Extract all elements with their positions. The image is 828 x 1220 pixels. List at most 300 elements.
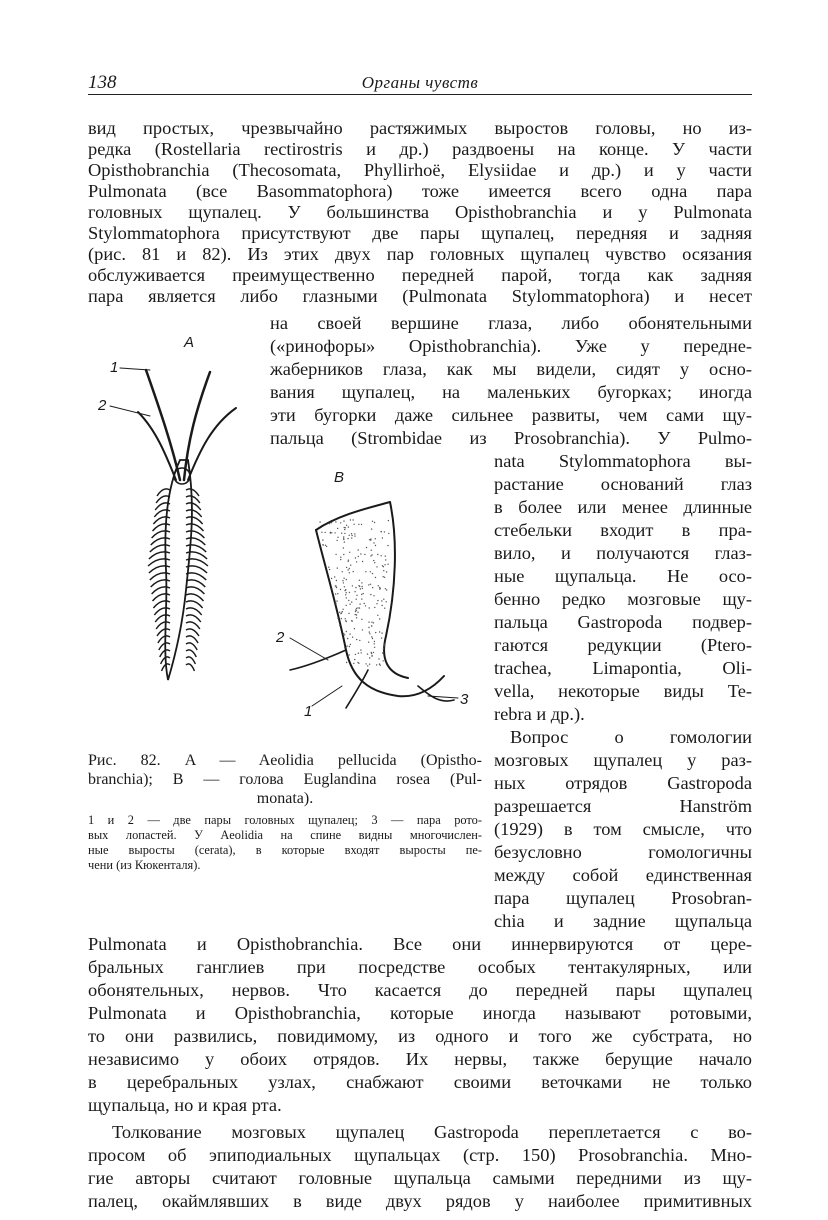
note-line: чени (из Кюкенталя). [88, 858, 201, 872]
stipple-dot [353, 524, 354, 525]
text-line: Pulmonata (все Basommatophora) тоже имеется всего одна пара [88, 181, 752, 201]
stipple-dot [360, 588, 361, 589]
stipple-dot [372, 521, 373, 522]
text-line: обслуживается преимущественно передней парой, тогда как задняя [88, 265, 752, 285]
caption-line: branchia); B — голова Euglandina rosea (Pul- [88, 771, 482, 788]
stipple-dot [385, 555, 386, 556]
stipple-dot [370, 571, 371, 572]
stipple-dot [369, 607, 370, 608]
stipple-dot [355, 614, 356, 615]
text-line: просом об эпиподиальных щупальцах (стр. 150) Prosobranchia. Мно- [88, 1145, 752, 1165]
stipple-dot [387, 545, 388, 546]
stipple-dot [346, 592, 347, 593]
stipple-dot [364, 603, 365, 604]
figure-a-letter: A [184, 334, 195, 351]
stipple-dot [384, 646, 385, 647]
caption-line: Рис. 82. A — Aeolidia pellucida (Opistho- [88, 752, 482, 769]
ceras-stroke [186, 601, 203, 608]
stipple-dot [381, 555, 382, 556]
figure-b-label-2: 2 [276, 629, 285, 646]
stipple-dot [347, 538, 348, 539]
stipple-dot [377, 600, 378, 601]
stipple-dot [342, 571, 343, 572]
stipple-dot [370, 555, 371, 556]
ceras-stroke [157, 489, 170, 496]
stipple-dot [355, 609, 356, 610]
stipple-dot [331, 522, 332, 523]
stipple-dot [378, 658, 379, 659]
text-line: обонятельных, нервов. Что касается до передней пары щупалец [88, 980, 752, 1000]
stipple-dot [372, 655, 373, 656]
stipple-dot [388, 520, 389, 521]
text-line: пальца (Strombidae из Prosobranchia). У Pulmo- [270, 428, 752, 448]
stipple-dot [371, 554, 372, 555]
stipple-dot [358, 549, 359, 550]
ceras-stroke [148, 559, 170, 566]
stipple-dot [358, 653, 359, 654]
stipple-dot [334, 532, 335, 533]
ceras-stroke [186, 538, 205, 545]
stipple-dot [355, 557, 356, 558]
ceras-stroke [153, 517, 170, 524]
text-line: в церебральных узлах, снабжают своими веточками не только [88, 1072, 752, 1092]
stipple-dot [351, 533, 352, 534]
text-line: («ринофоры» Opisthobranchia). Уже у передне- [270, 336, 752, 356]
stipple-dot [385, 588, 386, 589]
ceras-stroke [186, 664, 195, 671]
stipple-dot [344, 634, 345, 635]
stipple-dot [381, 600, 382, 601]
stipple-dot [354, 591, 355, 592]
text-line: то они развились, повидимому, из одного и того же субстрата, но [88, 1026, 752, 1046]
text-line: chia и задние щупальца [494, 911, 752, 931]
ceras-stroke [153, 601, 170, 608]
stipple-dot [349, 568, 350, 569]
stipple-dot [371, 622, 372, 623]
stipple-dot [335, 593, 336, 594]
stipple-dot [349, 552, 350, 553]
stipple-dot [353, 571, 354, 572]
stipple-dot [371, 653, 372, 654]
stipple-dot [365, 605, 366, 606]
stipple-dot [336, 600, 337, 601]
stipple-dot [334, 576, 335, 577]
stipple-dot [340, 559, 341, 560]
stipple-dot [349, 572, 350, 573]
text-line: вило, и получаются глаз- [494, 543, 752, 563]
ceras-stroke [156, 622, 170, 629]
stipple-dot [361, 586, 362, 587]
stipple-dot [331, 588, 332, 589]
stipple-dot [355, 587, 356, 588]
stipple-dot [349, 646, 350, 647]
stipple-dot [350, 519, 351, 520]
text-line: Толкование мозговых щупалец Gastropoda переплетается с во- [112, 1122, 752, 1142]
stipple-dot [357, 662, 358, 663]
stipple-dot [371, 652, 372, 653]
stipple-dot [388, 533, 389, 534]
stipple-dot [350, 644, 351, 645]
stipple-dot [337, 618, 338, 619]
ceras-stroke [186, 629, 199, 636]
ceras-stroke [152, 531, 170, 538]
stipple-dot [329, 523, 330, 524]
stipple-dot [345, 527, 346, 528]
stipple-dot [357, 607, 358, 608]
stipple-dot [343, 547, 344, 548]
stipple-dot [356, 595, 357, 596]
stipple-dot [374, 641, 375, 642]
stipple-dot [319, 521, 320, 522]
figure-b-letter: B [334, 469, 345, 486]
stipple-dot [379, 587, 380, 588]
stipple-dot [361, 524, 362, 525]
text-line: Stylommatophora присутствуют две пары щупалец, передняя и задняя [88, 223, 752, 243]
stipple-dot [366, 547, 367, 548]
stipple-dot [336, 587, 337, 588]
text-line: гаются редукции (Ptero- [494, 635, 752, 655]
stipple-dot [359, 607, 360, 608]
stipple-dot [348, 560, 349, 561]
stipple-dot [321, 532, 322, 533]
stipple-dot [380, 665, 381, 666]
stipple-dot [337, 593, 338, 594]
text-line: жаберников глаза, как мы видели, сидят у осно- [270, 359, 752, 379]
stipple-dot [346, 605, 347, 606]
text-line: trachea, Limapontia, Oli- [494, 658, 752, 678]
stipple-dot [365, 663, 366, 664]
ceras-stroke [186, 636, 198, 643]
stipple-dot [339, 612, 340, 613]
ceras-stroke [158, 636, 170, 643]
ceras-stroke [186, 615, 201, 622]
stipple-dot [352, 620, 353, 621]
stipple-dot [346, 621, 347, 622]
stipple-dot [371, 636, 372, 637]
stipple-dot [347, 638, 348, 639]
stipple-dot [330, 532, 331, 533]
stipple-dot [374, 607, 375, 608]
stipple-dot [346, 597, 347, 598]
stipple-dot [343, 633, 344, 634]
stipple-dot [362, 561, 363, 562]
stipple-dot [371, 550, 372, 551]
stipple-dot [378, 585, 379, 586]
stipple-dot [354, 533, 355, 534]
stipple-dot [351, 535, 352, 536]
stipple-dot [343, 536, 344, 537]
stipple-dot [379, 618, 380, 619]
stipple-dot [356, 608, 357, 609]
stipple-dot [343, 538, 344, 539]
stipple-dot [351, 537, 352, 538]
stipple-dot [337, 567, 338, 568]
stipple-dot [347, 569, 348, 570]
ceras-stroke [154, 608, 170, 615]
stipple-dot [346, 662, 347, 663]
text-line: nata Stylommatophora вы- [494, 451, 752, 471]
text-line: Вопрос о гомологии [510, 727, 752, 747]
stipple-dot [346, 525, 347, 526]
stipple-dot [350, 565, 351, 566]
stipple-dot [374, 522, 375, 523]
stipple-dot [375, 545, 376, 546]
text-line: пара щупалец Prosobran- [494, 888, 752, 908]
stipple-dot [370, 594, 371, 595]
figure-a-label-2: 2 [98, 397, 107, 414]
text-line: Pulmonata и Opisthobranchia. Все они иннервируются от цере- [88, 934, 752, 954]
stipple-dot [337, 537, 338, 538]
running-title: Органы чувств [361, 73, 479, 92]
text-line: безусловно гомологичны [494, 842, 752, 862]
stipple-dot [335, 521, 336, 522]
text-line: бенно редко мозговые щу- [494, 589, 752, 609]
stipple-dot [356, 614, 357, 615]
ceras-stroke [186, 524, 204, 531]
stipple-dot [341, 533, 342, 534]
stipple-dot [365, 571, 366, 572]
stipple-dot [384, 531, 385, 532]
stipple-dot [358, 556, 359, 557]
text-line: ные щупальца. Не осо- [494, 566, 752, 586]
stipple-dot [371, 528, 372, 529]
text-line: Pulmonata и Opisthobranchia, которые иногда называют ротовыми, [88, 1003, 752, 1023]
stipple-dot [322, 539, 323, 540]
ceras-stroke [186, 517, 203, 524]
stipple-dot [343, 578, 344, 579]
stipple-dot [335, 586, 336, 587]
stipple-dot [331, 578, 332, 579]
stipple-dot [345, 589, 346, 590]
stipple-dot [374, 643, 375, 644]
text-line: гие авторы считают головные щупальца самыми передними из щу- [88, 1168, 752, 1188]
stipple-dot [341, 612, 342, 613]
stipple-dot [386, 571, 387, 572]
stipple-dot [379, 631, 380, 632]
stipple-dot [325, 545, 326, 546]
stipple-dot [384, 608, 385, 609]
text-line: vella, некоторые виды Te- [494, 681, 752, 701]
stipple-dot [326, 546, 327, 547]
text-line: палец, окаймлявших в виде двух рядов у наиболее примитивных [88, 1191, 752, 1211]
stipple-dot [374, 562, 375, 563]
ceras-stroke [186, 496, 200, 503]
text-line: (1929) в том смысле, что [494, 819, 752, 839]
stipple-dot [346, 579, 347, 580]
stipple-dot [384, 564, 385, 565]
stipple-dot [361, 619, 362, 620]
stipple-dot [382, 537, 383, 538]
stipple-dot [360, 553, 361, 554]
text-line: ных отрядов Gastropoda [494, 773, 752, 793]
text-line: между собой единственная [494, 865, 752, 885]
stipple-dot [359, 603, 360, 604]
stipple-dot [340, 522, 341, 523]
stipple-dot [352, 585, 353, 586]
stipple-dot [359, 580, 360, 581]
text-line: вания щупалец, на маленьких бугорках; иногда [270, 382, 752, 402]
stipple-dot [371, 625, 372, 626]
stipple-dot [349, 654, 350, 655]
stipple-dot [343, 539, 344, 540]
stipple-dot [337, 528, 338, 529]
ceras-stroke [186, 573, 206, 580]
stipple-dot [343, 582, 344, 583]
stipple-dot [355, 654, 356, 655]
stipple-dot [373, 560, 374, 561]
stipple-dot [340, 589, 341, 590]
ceras-stroke [155, 615, 170, 622]
stipple-dot [348, 526, 349, 527]
stipple-dot [384, 577, 385, 578]
stipple-dot [344, 529, 345, 530]
stipple-dot [354, 535, 355, 536]
stipple-dot [383, 566, 384, 567]
stipple-dot [383, 660, 384, 661]
text-line: редка (Rostellaria rectirostris и др.) раздвоены на конце. У части [88, 139, 752, 159]
ceras-stroke [151, 538, 170, 545]
stipple-dot [368, 627, 369, 628]
ceras-stroke [153, 594, 171, 601]
stipple-dot [328, 567, 329, 568]
stipple-dot [362, 629, 363, 630]
stipple-dot [369, 633, 370, 634]
stipple-dot [346, 567, 347, 568]
stipple-dot [346, 631, 347, 632]
stipple-dot [342, 611, 343, 612]
ceras-stroke [149, 552, 170, 559]
stipple-dot [356, 617, 357, 618]
stipple-dot [369, 539, 370, 540]
text-line: пальца Gastropoda подвер- [494, 612, 752, 632]
stipple-dot [358, 585, 359, 586]
ceras-stroke [186, 587, 204, 594]
ceras-stroke [186, 594, 204, 601]
stipple-dot [360, 649, 361, 650]
stipple-dot [370, 584, 371, 585]
stipple-dot [373, 542, 374, 543]
stipple-dot [346, 645, 347, 646]
ceras-stroke [186, 503, 201, 510]
stipple-dot [358, 524, 359, 525]
stipple-dot [348, 561, 349, 562]
stipple-dot [368, 584, 369, 585]
stipple-dot [373, 595, 374, 596]
figure-a-aeolidia [88, 330, 268, 700]
stipple-dot [348, 613, 349, 614]
stipple-dot [375, 538, 376, 539]
stipple-dot [355, 611, 356, 612]
stipple-dot [381, 605, 382, 606]
text-line: мозговых щупалец у раз- [494, 750, 752, 770]
stipple-dot [325, 532, 326, 533]
ceras-stroke [186, 657, 195, 664]
text-line: вид простых, чрезвычайно растяжимых выростов головы, но из- [88, 118, 752, 138]
stipple-dot [386, 601, 387, 602]
stipple-dot [368, 621, 369, 622]
ceras-stroke [186, 608, 202, 615]
stipple-dot [363, 593, 364, 594]
stipple-dot [361, 598, 362, 599]
stipple-dot [356, 561, 357, 562]
ceras-stroke [157, 629, 170, 636]
stipple-dot [356, 639, 357, 640]
stipple-dot [354, 659, 355, 660]
ceras-stroke [186, 643, 197, 650]
stipple-dot [373, 622, 374, 623]
stipple-dot [345, 594, 346, 595]
stipple-dot [368, 642, 369, 643]
text-line: пара является либо глазными (Pulmonata Stylommatophora) и несет [88, 286, 752, 306]
text-line: независимо у обоих отрядов. Их нервы, также берущие начало [88, 1049, 752, 1069]
stipple-dot [361, 594, 362, 595]
ceras-stroke [186, 622, 200, 629]
text-line: (рис. 81 и 82). Из этих двух пар головных щупалец чувство осязания [88, 244, 752, 264]
stipple-dot [344, 586, 345, 587]
note-line: 1 и 2 — две пары головных щупалец; 3 — пара рото- [88, 813, 482, 827]
stipple-dot [361, 652, 362, 653]
stipple-dot [383, 648, 384, 649]
ceras-stroke [186, 531, 204, 538]
text-line: головных щупалец. У большинства Opisthobranchia и у Pulmonata [88, 202, 752, 222]
stipple-dot [349, 633, 350, 634]
stipple-dot [376, 603, 377, 604]
stipple-dot [369, 664, 370, 665]
stipple-dot [349, 535, 350, 536]
stipple-dot [383, 576, 384, 577]
stipple-dot [335, 603, 336, 604]
stipple-dot [329, 569, 330, 570]
note-line: вых лопастей. У Aeolidia на спине видны многочислен- [88, 828, 482, 842]
stipple-dot [340, 557, 341, 558]
stipple-dot [369, 657, 370, 658]
page-number: 138 [88, 72, 117, 93]
stipple-dot [344, 541, 345, 542]
text-line: эти бугорки даже сильнее развиты, чем сами щу- [270, 405, 752, 425]
text-line: Opisthobranchia (Thecosomata, Phyllirhoë, Elysiidae и др.) и у части [88, 160, 752, 180]
ceras-stroke [186, 580, 205, 587]
stipple-dot [385, 559, 386, 560]
stipple-dot [379, 588, 380, 589]
stipple-dot [361, 582, 362, 583]
stipple-dot [353, 663, 354, 664]
text-line: бральных ганглиев при посредстве особых тентакулярных, или [88, 957, 752, 977]
stipple-dot [375, 577, 376, 578]
caption-line: monata). [256, 790, 314, 807]
figure-b-label-3: 3 [460, 691, 469, 708]
stipple-dot [375, 632, 376, 633]
stipple-dot [343, 520, 344, 521]
stipple-dot [364, 554, 365, 555]
stipple-dot [341, 618, 342, 619]
stipple-dot [381, 632, 382, 633]
stipple-dot [386, 589, 387, 590]
stipple-dot [345, 618, 346, 619]
ceras-stroke [186, 650, 196, 657]
stipple-dot [381, 637, 382, 638]
text-line: растание оснований глаз [494, 474, 752, 494]
figure-b-label-1: 1 [304, 703, 313, 720]
stipple-dot [387, 564, 388, 565]
stipple-dot [372, 587, 373, 588]
stipple-dot [377, 615, 378, 616]
running-header [88, 72, 752, 95]
text-line: rebra и др.). [494, 704, 585, 724]
figure-a-label-1: 1 [110, 359, 119, 376]
text-line: стебельки входит в пра- [494, 520, 752, 540]
stipple-dot [339, 625, 340, 626]
stipple-dot [323, 544, 324, 545]
